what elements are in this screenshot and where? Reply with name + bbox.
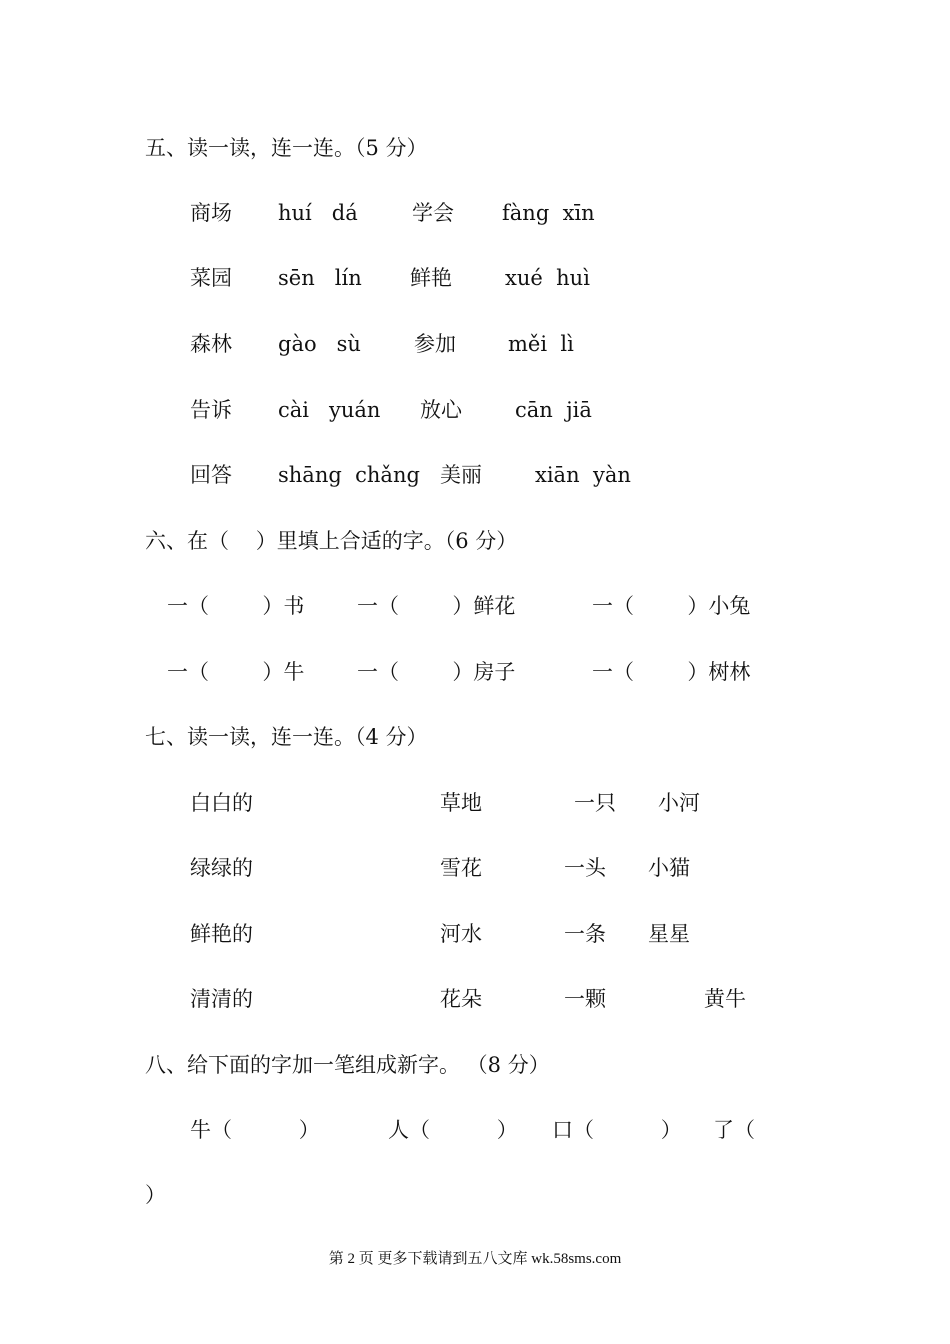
s7-noun: 黄牛 xyxy=(704,987,746,1011)
s7-measure: 一只 xyxy=(574,791,616,815)
s8-item: 了（ xyxy=(713,1118,755,1142)
section-6-title: 六、在（ ）里填上合适的字。（6 分） xyxy=(145,529,518,553)
s6-blank-item: 一（ ）房子 xyxy=(357,660,516,684)
s7-noun: 小猫 xyxy=(648,856,690,880)
section-8-title: 八、给下面的字加一笔组成新字。 （8 分） xyxy=(145,1053,550,1077)
s5-word: 菜园 xyxy=(190,266,232,290)
s7-noun: 小河 xyxy=(658,791,700,815)
s5-pinyin: cān jiā xyxy=(515,398,592,422)
s5-pinyin: sēn lín xyxy=(278,266,362,290)
s5-word: 森林 xyxy=(190,332,232,356)
s5-pinyin: shāng chǎng xyxy=(278,463,420,487)
s6-blank-item: 一（ ）小兔 xyxy=(592,594,751,618)
s5-pinyin: gào sù xyxy=(278,332,361,356)
s5-word: 告诉 xyxy=(190,398,232,422)
section-5-title: 五、读一读，连一连。（5 分） xyxy=(145,136,428,160)
s5-pinyin: cài yuán xyxy=(278,398,381,422)
s7-noun: 草地 xyxy=(440,791,482,815)
s7-adjective: 鲜艳的 xyxy=(190,922,253,946)
s7-adjective: 绿绿的 xyxy=(190,856,253,880)
s5-word: 参加 xyxy=(414,332,456,356)
s5-pinyin: xué huì xyxy=(505,266,590,290)
s8-item: 人（ ） xyxy=(388,1118,518,1142)
s8-wrap-paren: ） xyxy=(145,1183,166,1207)
s5-pinyin: fàng xīn xyxy=(502,201,595,225)
s5-word: 放心 xyxy=(420,398,462,422)
s5-pinyin: měi lì xyxy=(508,332,574,356)
s5-word: 回答 xyxy=(190,463,232,487)
s6-blank-item: 一（ ）牛 xyxy=(167,660,305,684)
s8-item: 牛（ ） xyxy=(190,1118,320,1142)
s6-blank-item: 一（ ）鲜花 xyxy=(357,594,516,618)
s5-pinyin: huí dá xyxy=(278,201,358,225)
s8-item: 口（ ） xyxy=(552,1118,682,1142)
s7-noun: 花朵 xyxy=(440,987,482,1011)
s5-word: 鲜艳 xyxy=(410,266,452,290)
s7-noun: 星星 xyxy=(648,922,690,946)
s5-word: 学会 xyxy=(412,201,454,225)
s7-measure: 一颗 xyxy=(564,987,606,1011)
s7-measure: 一头 xyxy=(564,856,606,880)
section-7-title: 七、读一读，连一连。（4 分） xyxy=(145,725,428,749)
s7-adjective: 清清的 xyxy=(190,987,253,1011)
s7-noun: 河水 xyxy=(440,922,482,946)
s6-blank-item: 一（ ）树林 xyxy=(592,660,751,684)
s5-word: 美丽 xyxy=(440,463,482,487)
s7-adjective: 白白的 xyxy=(190,791,253,815)
s7-measure: 一条 xyxy=(564,922,606,946)
s5-pinyin: xiān yàn xyxy=(535,463,631,487)
page-footer: 第 2 页 更多下载请到五八文库 wk.58sms.com xyxy=(328,1251,622,1267)
s5-word: 商场 xyxy=(190,201,232,225)
s7-noun: 雪花 xyxy=(440,856,482,880)
s6-blank-item: 一（ ）书 xyxy=(167,594,305,618)
